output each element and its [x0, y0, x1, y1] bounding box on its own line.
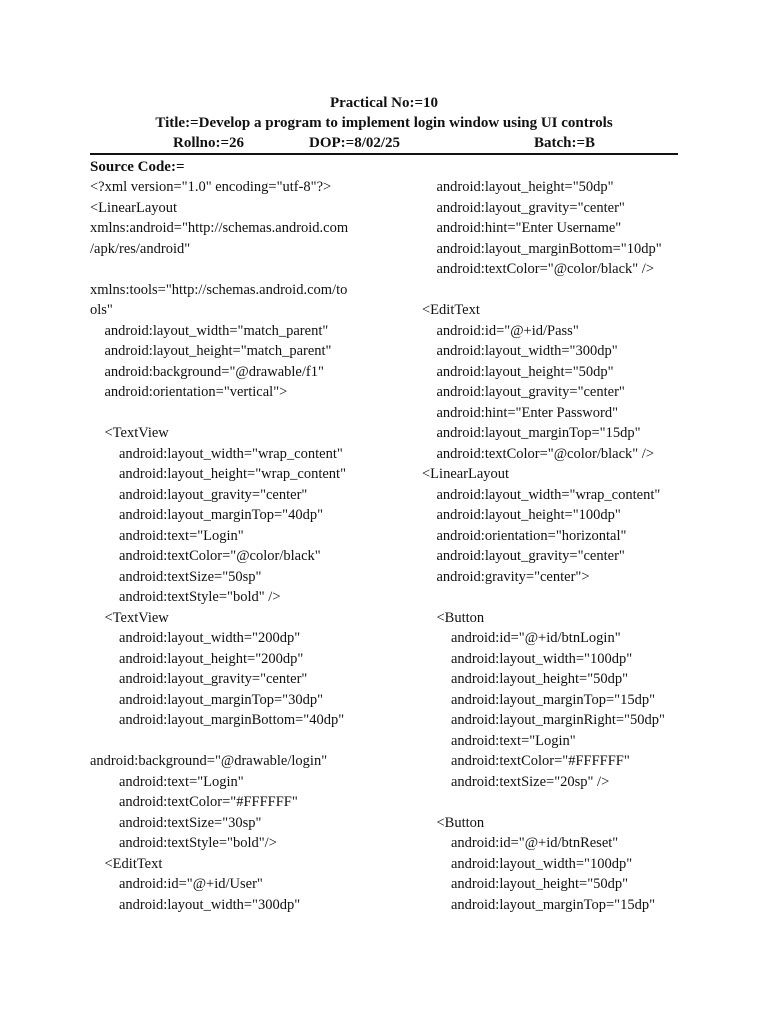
left-code-line: android:layout_gravity="center"	[90, 671, 308, 687]
meta-row	[90, 133, 678, 153]
left-code-line: android:layout_marginTop="40dp"	[90, 507, 323, 523]
right-code-line: <Button	[422, 609, 485, 626]
right-code-line: <EditText	[422, 302, 480, 318]
left-code-line: android:textSize="30sp"	[90, 814, 262, 831]
left-code-line: android:layout_height="200dp"	[90, 650, 304, 667]
right-code-line: android:layout_height="50dp"	[422, 876, 629, 892]
right-code-line: android:textColor="@color/black" />	[422, 445, 655, 462]
right-code-line: android:layout_marginTop="15dp"	[422, 691, 655, 708]
left-code-line: android:layout_height="match_parent"	[90, 343, 332, 359]
left-code-line: android:layout_width="200dp"	[90, 630, 301, 646]
right-code-line: android:layout_width="100dp"	[422, 855, 633, 872]
left-code-line: android:background="@drawable/f1"	[90, 363, 324, 380]
right-code-line: android:hint="Enter Password"	[422, 404, 619, 421]
header-divider	[90, 153, 678, 155]
left-code-line: android:layout_marginBottom="40dp"	[90, 712, 345, 728]
right-code-line: android:layout_width="wrap_content"	[422, 486, 661, 503]
left-code-line: /apk/res/android"	[90, 240, 191, 257]
right-code-line: android:orientation="horizontal"	[422, 527, 627, 544]
left-code-line	[90, 259, 348, 280]
left-code-line: android:background="@drawable/login"	[90, 753, 328, 769]
right-code-line: android:layout_height="50dp"	[422, 179, 614, 195]
right-code-line	[422, 792, 665, 813]
practical-number: Practical No:=10	[329, 95, 439, 111]
left-code-line: android:textSize="50sp"	[90, 568, 262, 585]
source-code-label: Source Code:=	[90, 159, 185, 175]
right-code-line: <LinearLayout	[422, 466, 510, 482]
left-code-line: android:id="@+id/User"	[90, 876, 263, 892]
right-code-line: android:layout_width="300dp"	[422, 343, 618, 359]
right-code-line: android:layout_marginBottom="10dp"	[422, 240, 662, 257]
roll-number: Rollno:=26	[173, 135, 245, 151]
right-code-line: android:gravity="center">	[422, 568, 590, 585]
left-code-line: android:textStyle="bold" />	[90, 589, 281, 605]
left-code-line: android:layout_height="wrap_content"	[90, 466, 346, 482]
left-code-line: android:layout_width="300dp"	[90, 896, 301, 913]
practical-title: Title:=Develop a program to implement login window using UI controls	[155, 115, 613, 131]
right-code-line: android:layout_height="50dp"	[422, 363, 614, 380]
right-code-line: android:textSize="20sp" />	[422, 773, 610, 790]
right-code-line	[422, 280, 665, 301]
left-code-line: android:layout_gravity="center"	[90, 486, 308, 503]
left-code-line: <EditText	[90, 855, 163, 872]
batch: Batch:=B	[534, 135, 596, 151]
code-column-right	[422, 177, 665, 915]
right-code-line: android:layout_marginTop="15dp"	[422, 425, 641, 441]
right-code-line: android:textColor="#FFFFFF"	[422, 753, 630, 769]
right-code-line: android:id="@+id/btnLogin"	[422, 630, 621, 646]
left-code-line: android:layout_width="wrap_content"	[90, 445, 343, 462]
right-code-line: android:layout_gravity="center"	[422, 548, 625, 564]
right-code-line: android:id="@+id/Pass"	[422, 322, 579, 339]
left-code-line: xmlns:tools="http://schemas.android.com/to	[90, 281, 348, 298]
right-code-line: android:layout_gravity="center"	[422, 199, 625, 216]
right-code-line: android:id="@+id/btnReset"	[422, 835, 619, 851]
left-code-line: android:textColor="#FFFFFF"	[90, 794, 298, 810]
right-code-line: android:layout_height="100dp"	[422, 507, 621, 523]
right-code-line	[422, 587, 665, 608]
date-of-practical: DOP:=8/02/25	[309, 135, 401, 151]
left-code-line: <TextView	[90, 609, 169, 626]
code-column-left	[90, 177, 348, 915]
document-header	[90, 93, 678, 153]
left-code-line: android:layout_marginTop="30dp"	[90, 691, 323, 708]
left-code-line: android:text="Login"	[90, 527, 244, 544]
left-code-line: android:textStyle="bold"/>	[90, 835, 277, 851]
left-code-line: android:text="Login"	[90, 773, 244, 790]
right-code-line: android:textColor="@color/black" />	[422, 261, 655, 277]
left-code-line: android:layout_width="match_parent"	[90, 322, 329, 339]
right-code-line: android:hint="Enter Username"	[422, 220, 622, 236]
left-code-line: android:orientation="vertical">	[90, 384, 288, 400]
left-code-line: <TextView	[90, 425, 169, 441]
right-code-line: android:layout_marginTop="15dp"	[422, 896, 655, 913]
left-code-line: <LinearLayout	[90, 199, 178, 216]
left-code-line: android:textColor="@color/black"	[90, 548, 321, 564]
right-code-line: android:layout_gravity="center"	[422, 384, 625, 400]
right-code-line: android:layout_height="50dp"	[422, 671, 629, 687]
left-code-line	[90, 731, 348, 752]
right-code-line: android:layout_marginRight="50dp"	[422, 712, 665, 728]
right-code-line: android:text="Login"	[422, 732, 576, 749]
left-code-line	[90, 403, 348, 424]
left-code-line: <?xml version="1.0" encoding="utf-8"?>	[90, 179, 332, 195]
right-code-line: android:layout_width="100dp"	[422, 650, 633, 667]
right-code-line: <Button	[422, 814, 485, 831]
left-code-line: ols"	[90, 302, 113, 318]
left-code-line: xmlns:android="http://schemas.android.com	[90, 220, 349, 236]
